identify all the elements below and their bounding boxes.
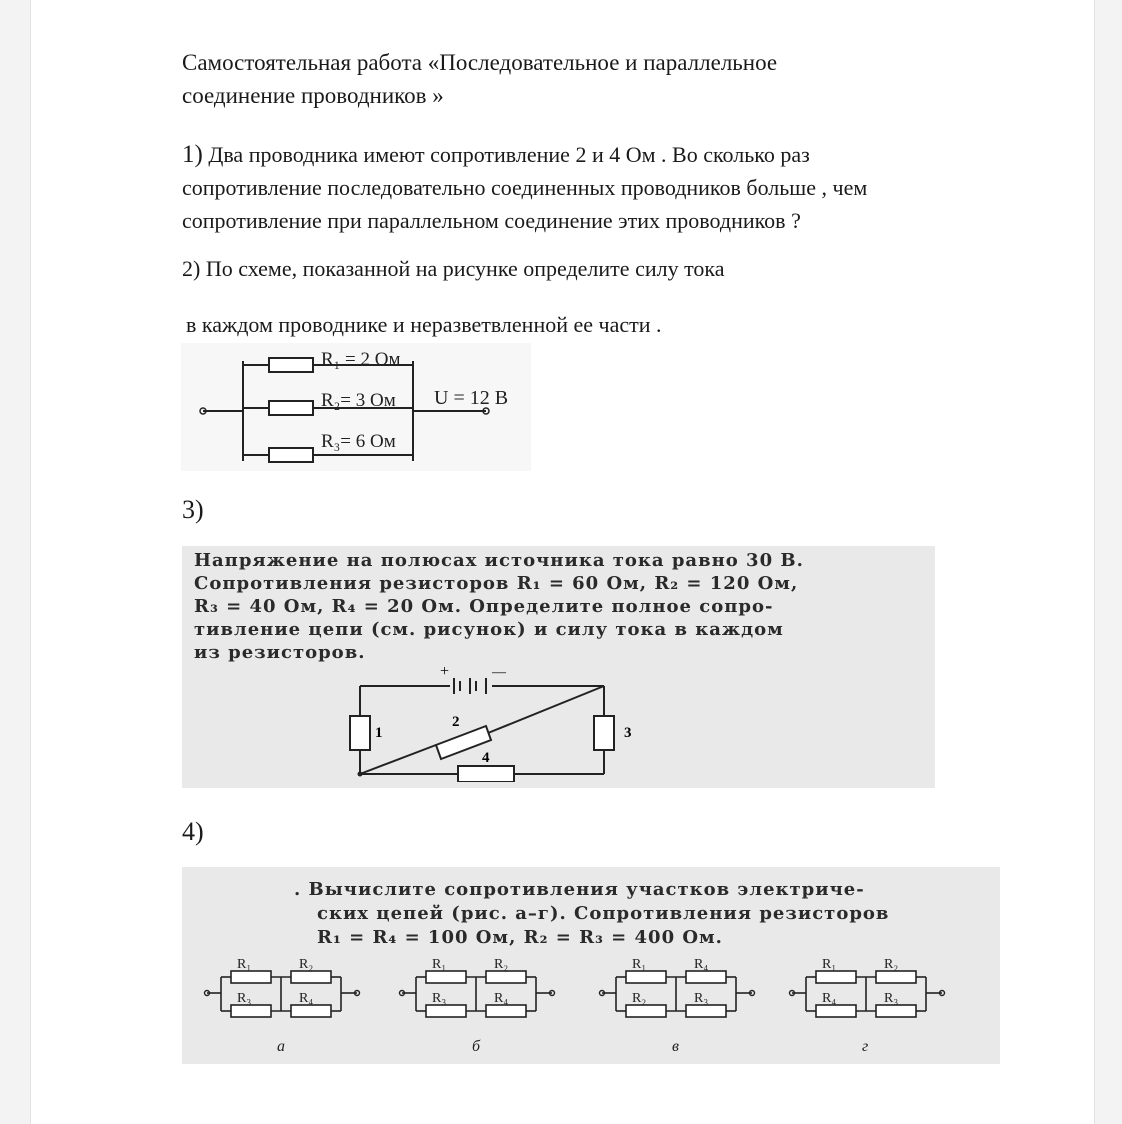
task-2-line-2: в каждом проводнике и неразветвленной ее части . [186, 312, 662, 337]
task-1-line-3: сопротивление при параллельном соединение этих проводников ? [182, 208, 801, 233]
task-3-r2-label: 2 [452, 714, 460, 730]
task-4-text-line-2: ских цепей (рис. а–г). Сопротивления резисторов [317, 903, 890, 924]
task-1 [182, 138, 867, 237]
resistor-label-top-right: R₂ [494, 957, 509, 972]
title-line-2: соединение проводников » [182, 83, 444, 108]
resistor-label-top-right: R₂ [299, 957, 314, 972]
circuit-caption: а [277, 1038, 285, 1055]
resistor-label-bottom-left: R₃ [432, 991, 447, 1006]
resistor-label-bottom-left: R₄ [822, 991, 837, 1006]
circuit-caption: г [862, 1038, 869, 1055]
resistor-label-bottom-right: R₃ [884, 991, 899, 1006]
task-3-scan [182, 546, 935, 788]
task-3-text-line-5: из резисторов. [194, 642, 366, 663]
resistor-label-top-left: R₁ [632, 957, 647, 972]
resistor-label-bottom-right: R₄ [494, 991, 509, 1006]
task-3-text-line-2: Сопротивления резисторов R₁ = 60 Ом, R₂ = 120 Ом, [194, 573, 799, 594]
resistor-label-bottom-right: R₃ [694, 991, 709, 1006]
circuit-в [600, 957, 755, 1055]
task-3-text-line-1: Напряжение на полюсах источника тока равно 30 В. [194, 550, 804, 571]
resistor-label-top-right: R₄ [694, 957, 709, 972]
task-3-text-line-3: R₃ = 40 Ом, R₄ = 20 Ом. Определите полное сопро- [194, 596, 774, 617]
task-1-line-1: Два проводника имеют сопротивление 2 и 4 Ом . Во сколько раз [208, 142, 810, 167]
task-4-number: 4) [182, 817, 204, 846]
circuit-caption: б [472, 1038, 481, 1055]
label-voltage: U = 12 В [434, 387, 509, 409]
task-4-text-line-3: R₁ = R₄ = 100 Ом, R₂ = R₃ = 400 Ом. [317, 927, 723, 948]
circuit-а [205, 957, 360, 1055]
task-3-r4-label: 4 [482, 750, 490, 766]
title-line-1: Самостоятельная работа «Последовательное и параллельное [182, 50, 778, 75]
task-3-minus-label: — [492, 665, 506, 680]
task-1-line-2: сопротивление последовательно соединенных проводников больше , чем [182, 175, 868, 200]
task-1-number: 1) [182, 141, 203, 168]
document-title [182, 46, 777, 112]
document-page [30, 0, 1095, 1124]
circuit-б [400, 957, 555, 1055]
circuit-г [790, 957, 945, 1055]
resistor-label-bottom-left: R₂ [632, 991, 647, 1006]
task-4-circuits [182, 955, 1000, 1062]
task-3-text-line-4: тивление цепи (см. рисунок) и силу тока в каждом [194, 619, 784, 640]
resistor-label-bottom-left: R₃ [237, 991, 252, 1006]
resistor-label-top-right: R₂ [884, 957, 899, 972]
task-3-plus-label: + [440, 664, 450, 680]
task-2-line-1: 2) По схеме, показанной на рисунке определите силу тока [182, 256, 725, 281]
task-2-circuit-figure [181, 343, 531, 471]
task-3-r3-label: 3 [624, 725, 632, 741]
task-4-text-line-1: . Вычислите сопротивления участков электриче- [294, 879, 865, 900]
resistor-label-bottom-right: R₄ [299, 991, 314, 1006]
task-3-number: 3) [182, 495, 204, 524]
task-3-circuit-figure [332, 664, 662, 782]
label-r2: R₂= 3 Ом [321, 390, 396, 411]
label-r3: R₃= 6 Ом [321, 431, 396, 452]
label-r1: R₁ = 2 Ом [321, 349, 401, 370]
task-3-r1-label: 1 [375, 725, 383, 741]
resistor-label-top-left: R₁ [432, 957, 447, 972]
circuit-caption: в [672, 1038, 679, 1055]
task-4-scan [182, 867, 1000, 1064]
resistor-label-top-left: R₁ [822, 957, 837, 972]
resistor-label-top-left: R₁ [237, 957, 252, 972]
